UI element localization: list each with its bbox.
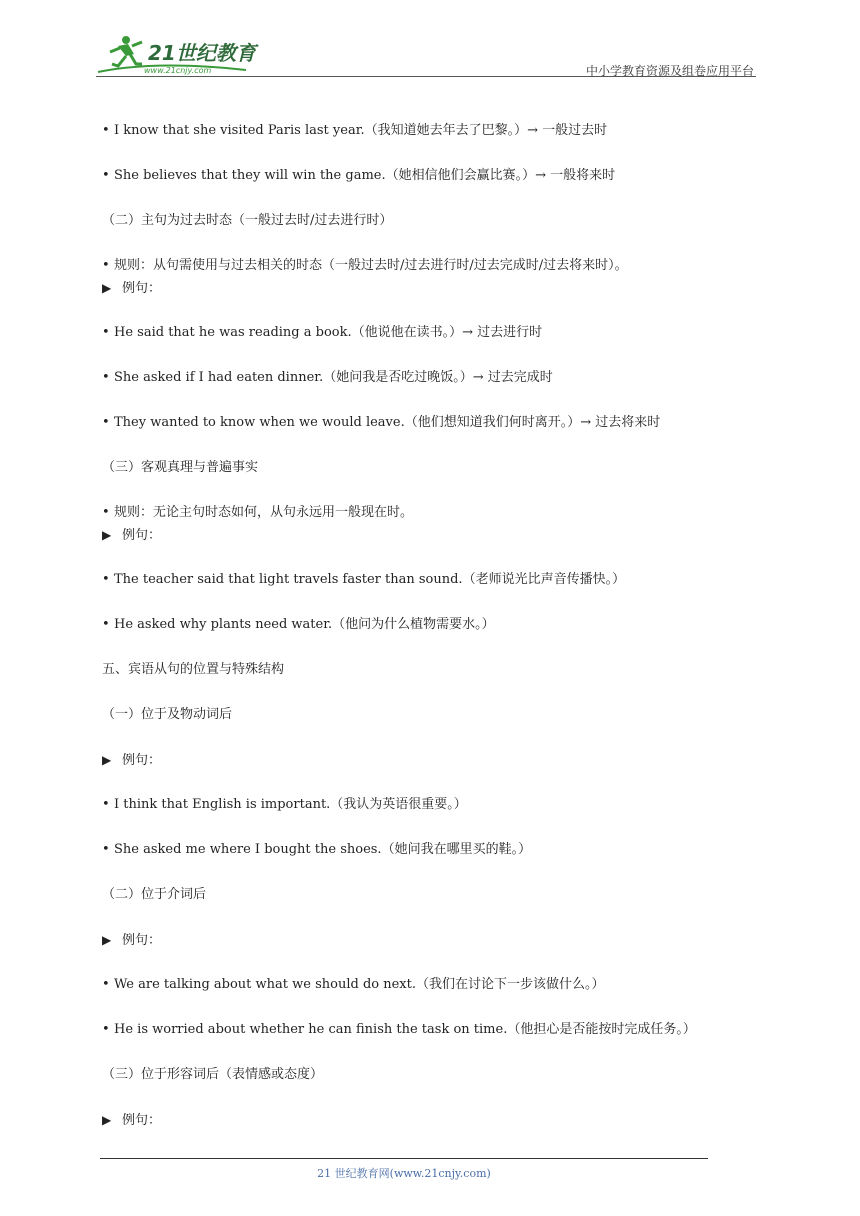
example-label	[102, 931, 752, 949]
logo-url: www.21cnjy.com	[144, 66, 212, 75]
bullet-icon: •	[102, 842, 110, 857]
bullet-icon: •	[102, 123, 110, 138]
line-text: 例句：	[122, 281, 162, 296]
line-text: 例句：	[122, 753, 162, 768]
line-text: I think that English is important.（我认为英语很重要。）	[114, 797, 467, 812]
bullet-line	[102, 324, 752, 342]
triangle-marker-icon: ▶	[102, 1113, 112, 1127]
section-heading	[102, 661, 752, 679]
bullet-line	[102, 976, 752, 994]
bullet-icon: •	[102, 325, 110, 340]
logo-text: 21世纪教育	[148, 41, 256, 65]
example-label	[102, 526, 752, 544]
line-text: 规则：无论主句时态如何，从句永远用一般现在时。	[114, 505, 414, 520]
section-heading	[102, 212, 752, 230]
bullet-line	[102, 369, 752, 387]
section-heading	[102, 706, 752, 724]
line-text: I know that she visited Paris last year.（我知道她去年去了巴黎。）→ 一般过去时	[114, 123, 608, 138]
line-text: 规则：从句需使用与过去相关的时态（一般过去时/过去进行时/过去完成时/过去将来时）。	[114, 258, 628, 273]
line-text: He said that he was reading a book.（他说他在读书。）→ 过去进行时	[114, 325, 543, 340]
bullet-icon: •	[102, 977, 110, 992]
line-text: （三）客观真理与普遍事实	[102, 460, 259, 475]
footer-divider	[100, 1158, 708, 1159]
bullet-line	[102, 616, 752, 634]
bullet-icon: •	[102, 797, 110, 812]
line-text: 例句：	[122, 933, 162, 948]
bullet-line	[102, 796, 752, 814]
line-text: They wanted to know when we would leave.（他们想知道我们何时离开。）→ 过去将来时	[114, 415, 661, 430]
bullet-line	[102, 1021, 752, 1039]
line-text: 例句：	[122, 1113, 162, 1128]
section-heading	[102, 459, 752, 477]
line-text: We are talking about what we should do next.（我们在讨论下一步该做什么。）	[114, 977, 605, 992]
line-text: The teacher said that light travels faster than sound.（老师说光比声音传播快。）	[114, 572, 626, 587]
bullet-line	[102, 414, 752, 432]
bullet-line	[102, 167, 752, 185]
line-text: He asked why plants need water.（他问为什么植物需要水。）	[114, 617, 495, 632]
bullet-line	[102, 504, 752, 522]
line-text: 五、宾语从句的位置与特殊结构	[102, 662, 285, 677]
example-label	[102, 1111, 752, 1129]
header-divider	[96, 76, 756, 77]
line-text: She asked if I had eaten dinner.（她问我是否吃过晚饭。）→ 过去完成时	[114, 370, 553, 385]
line-text: She asked me where I bought the shoes.（她问我在哪里买的鞋。）	[114, 842, 532, 857]
bullet-line	[102, 841, 752, 859]
triangle-marker-icon: ▶	[102, 933, 112, 947]
triangle-marker-icon: ▶	[102, 528, 112, 542]
triangle-marker-icon: ▶	[102, 753, 112, 767]
document-body	[102, 122, 752, 1129]
bullet-icon: •	[102, 572, 110, 587]
example-label	[102, 279, 752, 297]
bullet-icon: •	[102, 370, 110, 385]
line-text: She believes that they will win the game.（她相信他们会赢比赛。）→ 一般将来时	[114, 168, 616, 183]
bullet-icon: •	[102, 415, 110, 430]
line-text: （二）位于介词后	[102, 887, 207, 902]
line-text: （一）位于及物动词后	[102, 707, 233, 722]
line-text: （三）位于形容词后（表情感或态度）	[102, 1067, 324, 1082]
line-text: （二）主句为过去时态（一般过去时/过去进行时）	[102, 213, 393, 228]
bullet-icon: •	[102, 505, 110, 520]
bullet-icon: •	[102, 168, 110, 183]
line-text: 例句：	[122, 528, 162, 543]
page-header	[96, 30, 756, 80]
bullet-icon: •	[102, 617, 110, 632]
bullet-line	[102, 571, 752, 589]
header-platform-text: 中小学教育资源及组卷应用平台	[585, 64, 754, 78]
bullet-line	[102, 257, 752, 275]
footer-text: 21 世纪教育网(www.21cnjy.com)	[317, 1167, 491, 1180]
line-text: He is worried about whether he can finish the task on time.（他担心是否能按时完成任务。）	[114, 1022, 696, 1037]
example-label	[102, 751, 752, 769]
section-heading	[102, 1066, 752, 1084]
triangle-marker-icon: ▶	[102, 281, 112, 295]
bullet-icon: •	[102, 258, 110, 273]
bullet-line	[102, 122, 752, 140]
logo	[96, 30, 266, 80]
bullet-icon: •	[102, 1022, 110, 1037]
section-heading	[102, 886, 752, 904]
